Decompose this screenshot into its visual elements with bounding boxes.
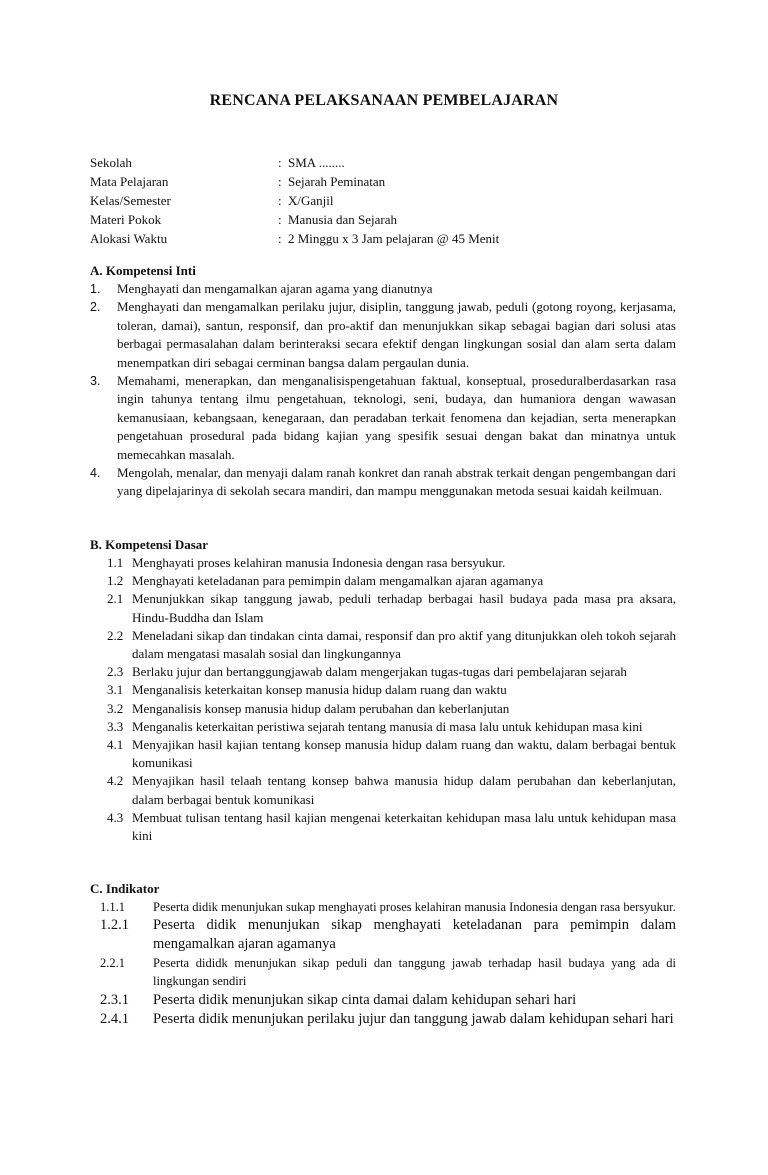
- item-number: 2.3.1: [100, 992, 129, 1008]
- item-number: 1.2: [107, 573, 124, 589]
- list-item: [90, 681, 676, 699]
- list-item: [90, 572, 676, 590]
- list-item: [90, 809, 676, 845]
- list-item: [90, 627, 676, 663]
- info-colon: :: [278, 174, 282, 189]
- item-text: Peserta didik menunjukan sikap menghayati keteladanan para pemimpin dalam mengamalkan ajaran agamanya: [153, 917, 676, 952]
- item-number: 1.2.1: [100, 917, 129, 933]
- item-text: Berlaku jujur dan bertanggungjawab dalam mengerjakan tugas-tugas dari pembelajaran sejarah: [132, 664, 627, 680]
- item-number: 1.: [90, 282, 101, 296]
- info-label: Kelas/Semester: [90, 193, 171, 208]
- info-colon: :: [278, 193, 282, 208]
- info-row-topic: [90, 210, 690, 229]
- section-heading: A. Kompetensi Inti: [90, 263, 196, 278]
- section-indikator: [90, 880, 676, 1028]
- info-value: 2 Minggu x 3 Jam pelajaran @ 45 Menit: [288, 231, 500, 246]
- info-label: Mata Pelajaran: [90, 174, 169, 189]
- item-text: Memahami, menerapkan, dan menganalisispengetahuan faktual, konseptual, proseduralberdasarkan rasa ingin tahunya tentang ilmu pengetahuan, teknologi, seni, budaya, dan humaniora dengan wawasan kemanusiaan, kebangsaan, kenegaraan, dan peradaban terkait fenomena dan kejadian, serta menerapkan pengetahuan prosedural pada bidang kajian yang spesifik sesuai dengan bakat dan minatnya untuk memecahkan masalah.: [117, 373, 676, 462]
- list-item: [90, 590, 676, 626]
- item-text: Peserta didik menunjukan sukap menghayati proses kelahiran manusia Indonesia dengan rasa bersyukur.: [153, 900, 676, 914]
- list-item: [90, 1010, 676, 1029]
- item-number: 4.: [90, 466, 101, 481]
- info-row-class: [90, 191, 690, 210]
- info-row-school: [90, 153, 690, 172]
- list-item: [90, 916, 676, 953]
- info-value: X/Ganjil: [288, 193, 334, 208]
- item-text: Peserta didik menunjukan perilaku jujur dan tanggung jawab dalam kehidupan sehari hari: [153, 1010, 674, 1027]
- item-text: Menyajikan hasil kajian tentang konsep manusia hidup dalam ruang dan waktu, dalam berbagai bentuk komunikasi: [132, 737, 676, 771]
- section-heading: C. Indikator: [90, 881, 160, 896]
- item-text: Menghayati dan mengamalkan perilaku jujur, disiplin, tanggung jawab, peduli (gotong royong, kerjasama, toleran, damai), santun, responsif, dan pro-aktif dan menunjukkan sikap sebagai bagian dari solusi atas berbagai permasalahan dalam berinteraksi secara efektif dengan lingkungan sosial dan alam serta dalam menempatkan diri sebagai cerminan bangsa dalam pergaulan dunia.: [117, 299, 676, 370]
- list-item: [90, 700, 676, 718]
- item-number: 4.2: [107, 773, 124, 789]
- document-title: RENCANA PELAKSANAAN PEMBELAJARAN: [209, 92, 559, 109]
- item-number: 2.3: [107, 664, 124, 680]
- item-text: Menganalisis keterkaitan konsep manusia hidup dalam ruang dan waktu: [132, 682, 507, 698]
- info-row-time: [90, 229, 690, 248]
- item-number: 2.2: [107, 627, 124, 643]
- list-item: [90, 991, 676, 1010]
- item-text: Peserta didik menunjukan sikap cinta damai dalam kehidupan sehari hari: [153, 992, 577, 1008]
- item-number: 4.1: [107, 737, 124, 753]
- list-item: [90, 372, 676, 464]
- item-number: 2.1: [107, 591, 124, 607]
- list-item: [90, 298, 676, 372]
- item-number: 2.2.1: [100, 956, 125, 970]
- item-text: Meneladani sikap dan tindakan cinta damai, responsif dan pro aktif yang ditunjukkan oleh tokoh sejarah dalam mengatasi masalah sosial dan lingkungannya: [132, 627, 676, 662]
- item-text: Menunjukkan sikap tanggung jawab, peduli terhadap berbagai hasil budaya pada masa pra aksara, Hindu-Buddha dan Islam: [132, 591, 676, 625]
- list-item: [90, 718, 676, 736]
- item-text: Menyajikan hasil telaah tentang konsep bahwa manusia hidup dalam perubahan dan keberlanjutan, dalam berbagai bentuk komunikasi: [132, 773, 676, 807]
- item-number: 2.4.1: [100, 1010, 129, 1027]
- item-text: Menghayati keteladanan para pemimpin dalam mengamalkan ajaran agamanya: [132, 573, 544, 589]
- item-number: 3.2: [107, 700, 124, 716]
- item-text: Menganalis keterkaitan peristiwa sejarah tentang manusia di masa lalu untuk kehidupan masa kini: [132, 718, 643, 734]
- info-value: SMA ........: [288, 155, 345, 170]
- list-item: [90, 554, 676, 572]
- item-text: Menghayati dan mengamalkan ajaran agama yang dianutnya: [117, 281, 433, 296]
- info-label: Alokasi Waktu: [90, 231, 168, 246]
- section-kompetensi-inti: [90, 262, 676, 501]
- item-text: Membuat tulisan tentang hasil kajian mengenai keterkaitan kehidupan masa lalu untuk kehidupan masa kini: [132, 809, 676, 844]
- section-heading: B. Kompetensi Dasar: [90, 537, 209, 552]
- list-item: [90, 464, 676, 501]
- info-label: Materi Pokok: [90, 212, 162, 227]
- info-colon: :: [278, 231, 282, 246]
- list-item: [90, 663, 676, 681]
- item-number: 1.1: [107, 555, 124, 570]
- list-item: [90, 772, 676, 808]
- list-item: [90, 898, 676, 916]
- item-text: Mengolah, menalar, dan menyaji dalam ranah konkret dan ranah abstrak terkait dengan pengembangan dari yang dipelajarinya di sekolah secara mandiri, dan mampu menggunakan metoda sesuai kaidah keilmuan.: [117, 465, 676, 499]
- info-label: Sekolah: [90, 155, 132, 170]
- item-number: 2.: [90, 300, 101, 315]
- item-number: 3.3: [107, 718, 124, 734]
- item-text: Menghayati proses kelahiran manusia Indonesia dengan rasa bersyukur.: [132, 555, 506, 570]
- info-colon: :: [278, 212, 282, 227]
- info-colon: :: [278, 155, 282, 170]
- list-item: [90, 736, 676, 772]
- item-number: 3.: [90, 374, 101, 389]
- list-item: [90, 954, 676, 990]
- info-value: Manusia dan Sejarah: [288, 212, 398, 227]
- item-text: Peserta dididk menunjukan sikap peduli dan tanggung jawab terhadap hasil budaya yang ada di lingkungan sendiri: [153, 956, 676, 988]
- item-text: Menganalisis konsep manusia hidup dalam perubahan dan keberlanjutan: [132, 700, 510, 716]
- item-number: 3.1: [107, 682, 124, 698]
- item-number: 4.3: [107, 809, 124, 825]
- list-item: [90, 280, 676, 298]
- item-number: 1.1.1: [100, 900, 125, 914]
- info-value: Sejarah Peminatan: [288, 174, 386, 189]
- identity-table: [90, 153, 690, 248]
- section-kompetensi-dasar: [90, 536, 676, 845]
- info-row-subject: [90, 172, 690, 191]
